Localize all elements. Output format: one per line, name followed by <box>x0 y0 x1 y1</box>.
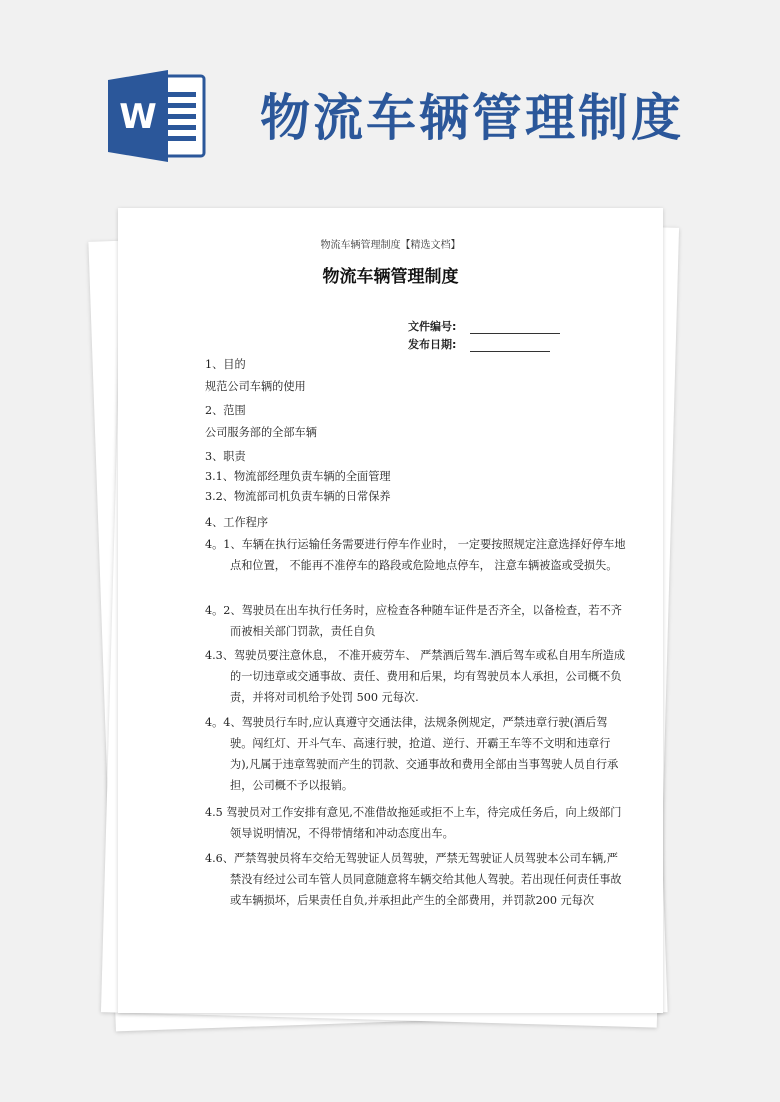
procedure-paragraph: 4.6、严禁驾驶员将车交给无驾驶证人员驾驶，严禁无驾驶证人员驾驶本公司车辆,严禁没有经过公司车管人员同意随意将车辆交给其他人驾驶。若出现任何责任事故或车辆损坏，后果责任自负,并承担此产生的全部费用，并罚款200 元每次 <box>205 852 622 907</box>
doc-number-blank <box>470 321 560 334</box>
section-heading: 2、范围 <box>205 404 246 417</box>
section-heading: 1、目的 <box>205 358 246 371</box>
section-body: 3.2、物流部司机负责车辆的日常保养 <box>205 490 391 503</box>
document-page <box>118 208 663 1013</box>
publish-date-blank <box>470 339 550 352</box>
procedure-paragraph: 4.3、驾驶员要注意休息， 不准开疲劳车、 严禁酒后驾车.酒后驾车或私自用车所造成的一切违章或交通事故、责任、费用和后果，均有驾驶员本人承担，公司概不负责，并将对司机给予处罚 500 元每次. <box>205 649 626 704</box>
word-icon <box>108 70 208 162</box>
word-logo-letter: W <box>119 97 157 137</box>
doc-title: 物流车辆管理制度 <box>322 267 459 287</box>
procedure-paragraph: 4。4、驾驶员行车时,应认真遵守交通法律，法规条例规定，严禁违章行驶(酒后驾驶。闯红灯、开斗气车、高速行驶，抢道、逆行、开霸王车等不文明和违章行为),凡属于违章驾驶而产生的罚款、交通事故和费用全部由当事驾驶人员自行承担，公司概不予以报销。 <box>205 716 619 792</box>
section-heading: 4、工作程序 <box>205 516 269 529</box>
section-body: 规范公司车辆的使用 <box>205 380 306 393</box>
banner <box>0 0 780 200</box>
procedure-paragraph: 4。1、车辆在执行运输任务需要进行停车作业时， 一定要按照规定注意选择好停车地点和位置， 不能再不准停车的路段或危险地点停车， 注意车辆被盗或受损失。 <box>205 538 626 572</box>
procedure-paragraph: 4.5 驾驶员对工作安排有意见,不准借故拖延或拒不上车，待完成任务后，向上级部门领导说明情况，不得带情绪和冲动态度出车。 <box>205 806 622 840</box>
procedure-paragraph: 4。2、驾驶员在出车执行任务时，应检查各种随车证件是否齐全，以备检查，若不齐而被相关部门罚款，责任自负 <box>205 604 622 638</box>
section-heading: 3、职责 <box>205 450 246 463</box>
banner-title: 物流车辆管理制度 <box>260 89 684 147</box>
publish-date-field <box>408 336 550 352</box>
doc-header: 物流车辆管理制度【精选文档】 <box>320 240 461 251</box>
section-body: 公司服务部的全部车辆 <box>205 426 317 439</box>
publish-date-label: 发布日期: <box>408 338 457 351</box>
doc-number-field <box>408 318 560 334</box>
section-body: 3.1、物流部经理负责车辆的全面管理 <box>205 470 391 483</box>
doc-number-label: 文件编号: <box>408 320 457 333</box>
